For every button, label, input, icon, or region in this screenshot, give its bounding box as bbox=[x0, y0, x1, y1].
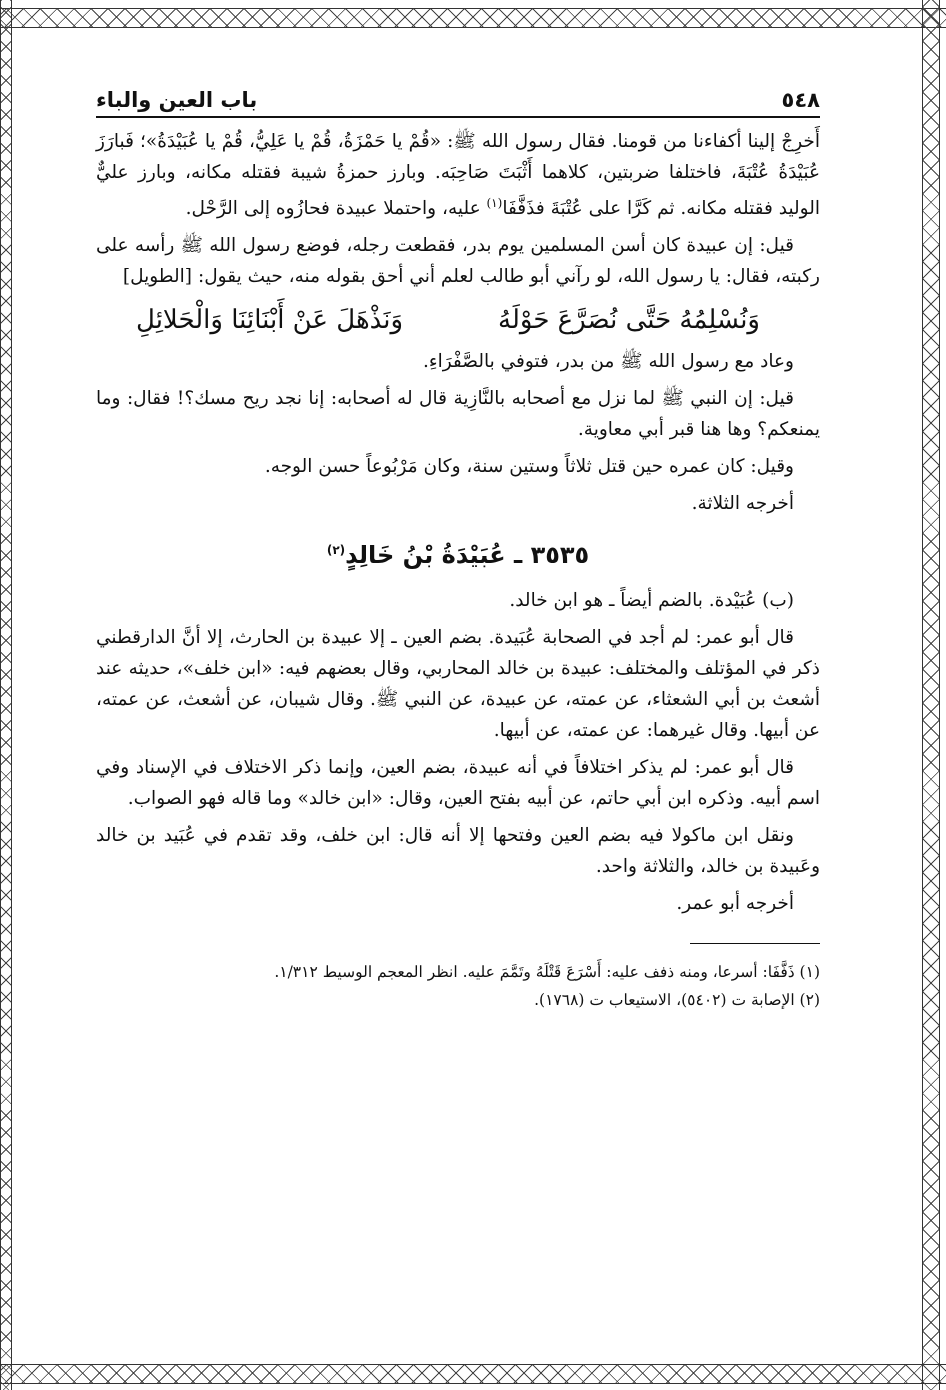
verse-hemistich-first: وَنُسْلِمُهُ حَتَّى نُصَرَّعَ حَوْلَهُ bbox=[498, 305, 760, 336]
page bbox=[96, 80, 820, 1340]
paragraph-text: عليه، واحتملا عبيدة فحازُوه إلى الرَّحْل. bbox=[185, 198, 487, 220]
verse-hemistich-second: وَنَذْهَلَ عَنْ أَبْنَائِنَا وَالْحَلائِلِ bbox=[136, 305, 404, 336]
page-body bbox=[96, 126, 820, 919]
entry-title bbox=[96, 535, 820, 571]
meter-label: [الطويل] bbox=[122, 266, 192, 288]
footnote: (١) ذَفَّفَا: أسرعا، ومنه ذفف عليه: أَسْرَعَ قَتْلَهُ وتَمَّمَ عليه. انظر المعجم الوسيط ١/٣١٢. bbox=[274, 963, 820, 982]
left-border bbox=[0, 0, 12, 1390]
paragraph-text: قيل: إن عبيدة كان أسن المسلمين يوم بدر، فقطعت رجله، فوضع رسول الله ﷺ رأسه على ركبته، فقال: يا رسول الله، لو رآني أبو طالب لعلم أني أحق بقوله منه، حيث يقول: bbox=[96, 235, 820, 288]
footnotes bbox=[96, 958, 820, 1014]
footnote-divider bbox=[690, 943, 820, 944]
footnote-marker[interactable]: (٢) bbox=[326, 543, 346, 558]
paragraph: قال أبو عمر: لم أجد في الصحابة عُبَيدة. بضم العين ـ إلا عبيدة بن الحارث، إلا أنَّ الدارقطني ذكر في المؤتلف والمختلف: عبيدة بن خالد المحاربي، وقال بعضهم فيه: «ابن خلف»، حديثه عند أشعث بن أبي الشعثاء، عن عمته، عن عبيدة، عن النبي ﷺ. وقال شيبان، عن أشعث، عن عمته، عن أبيها. وقال غيرهما: عن عمته، عن أبيها. bbox=[96, 627, 820, 742]
paragraph-text: أَخرِجْ إلينا أكفاءنا من قومنا. فقال رسول الله ﷺ: «قُمْ يا حَمْزَةُ، قُمْ يا عَلِيُّ، قُمْ يا عُبَيْدَةُ»؛ فَبارَزَ عُبَيْدَةُ عُتْبَةَ، فاختلفا ضربتين، كلاهما أَثْبَتَ صَاحِبَه. وبارز حمزةُ شيبة فقتله مكانه، وبارز عليٌّ الوليد فقتله مكانه. ثم كَرَّا على عُتْبَةَ فذَفَّفَا bbox=[96, 131, 820, 220]
paragraph: (ب) عُبَيْدة. بالضم أيضاً ـ هو ابن خالد. bbox=[509, 590, 794, 612]
poem-verse bbox=[96, 300, 820, 340]
paragraph bbox=[96, 126, 820, 224]
paragraph: أخرجه أبو عمر. bbox=[676, 893, 794, 915]
footnote-marker[interactable]: (١) bbox=[486, 196, 503, 210]
footnote: (٢) الإصابة ت (٥٤٠٢)، الاستيعاب ت (١٧٦٨). bbox=[534, 991, 820, 1010]
paragraph bbox=[96, 230, 820, 292]
page-number: ٥٤٨ bbox=[781, 88, 820, 112]
right-border bbox=[922, 0, 940, 1390]
paragraph: ونقل ابن ماكولا فيه بضم العين وفتحها إلا أنه قال: ابن خلف، وقد تقدم في عُبَيد بن خالد وعَبيدة بن خالد، والثلاثة واحد. bbox=[96, 825, 820, 878]
paragraph: قال أبو عمر: لم يذكر اختلافاً في أنه عبيدة، بضم العين، وإنما ذكر الاختلاف في الإسناد وفي اسم أبيه. وذكره ابن أبي حاتم، عن أبيه بفتح العين، وقال: «ابن خالد» وما قاله فهو الصواب. bbox=[96, 757, 820, 810]
entry-title-text: ٣٥٣٥ ـ عُبَيْدَةُ بْنُ خَالِدٍ bbox=[345, 541, 590, 570]
paragraph: وعاد مع رسول الله ﷺ من بدر، فتوفي بالصَّفْرَاءِ. bbox=[422, 351, 794, 373]
paragraph: قيل: إن النبي ﷺ لما نزل مع أصحابه بالنَّازِية قال له أصحابه: إنا نجد ريح مسك؟! فقال: وما يمنعكم؟ وها هنا قبر أبي معاوية. bbox=[96, 388, 820, 441]
chapter-title: باب العين والباء bbox=[96, 88, 258, 112]
bottom-border bbox=[0, 1364, 946, 1384]
page-header bbox=[96, 80, 820, 118]
top-border bbox=[0, 8, 946, 28]
paragraph: أخرجه الثلاثة. bbox=[691, 493, 794, 515]
paragraph: وقيل: كان عمره حين قتل ثلاثاً وستين سنة، وكان مَرْبُوعاً حسن الوجه. bbox=[264, 456, 794, 478]
